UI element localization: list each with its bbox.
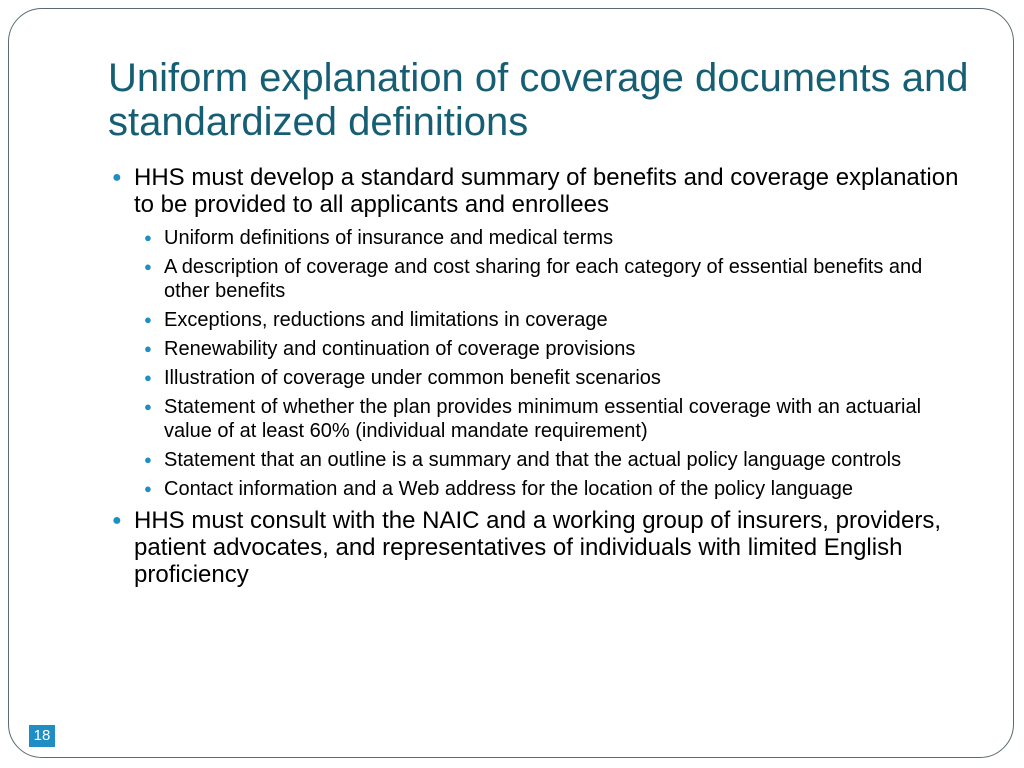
sub-bullet-icon: ● [144,452,152,467]
bullet-list [112,164,972,588]
sub-bullet-text: Illustration of coverage under common benefit scenarios [164,367,661,389]
sub-bullet-item [134,448,972,472]
sub-bullet-item [134,477,972,501]
bullet-text: HHS must consult with the NAIC and a working group of insurers, providers, patient advocates, and representatives of individuals with limited English proficiency [134,507,942,588]
sub-bullet-text: A description of coverage and cost sharing for each category of essential benefits and other benefits [164,256,923,302]
bullet-icon: ● [112,169,122,186]
sub-bullet-text: Statement of whether the plan provides minimum essential coverage with an actuarial value of at least 60% (individual mandate requirement) [164,396,922,442]
bullet-text: HHS must develop a standard summary of benefits and coverage explanation to be provided to all applicants and enrollees [134,164,959,218]
sub-bullet-icon: ● [144,230,152,245]
sub-bullet-icon: ● [144,399,152,414]
sub-bullet-text: Contact information and a Web address for the location of the policy language [164,478,853,500]
sub-bullet-list [134,226,972,501]
sub-bullet-text: Renewability and continuation of coverage provisions [164,338,636,360]
sub-bullet-item [134,308,972,332]
sub-bullet-icon: ● [144,259,152,274]
bullet-item [112,507,972,588]
sub-bullet-icon: ● [144,370,152,385]
slide-title: Uniform explanation of coverage documents and standardized definitions [108,56,969,144]
page-number: 18 [29,725,55,747]
sub-bullet-text: Uniform definitions of insurance and medical terms [164,227,614,249]
sub-bullet-item [134,366,972,390]
sub-bullet-item [134,337,972,361]
sub-bullet-text: Statement that an outline is a summary and that the actual policy language controls [164,449,902,471]
bullet-icon: ● [112,512,122,529]
sub-bullet-icon: ● [144,481,152,496]
sub-bullet-item [134,395,972,443]
sub-bullet-icon: ● [144,312,152,327]
sub-bullet-item [134,255,972,303]
sub-bullet-text: Exceptions, reductions and limitations in coverage [164,309,608,331]
slide-content [112,164,972,588]
sub-bullet-icon: ● [144,341,152,356]
sub-bullet-item [134,226,972,250]
bullet-item [112,164,972,501]
